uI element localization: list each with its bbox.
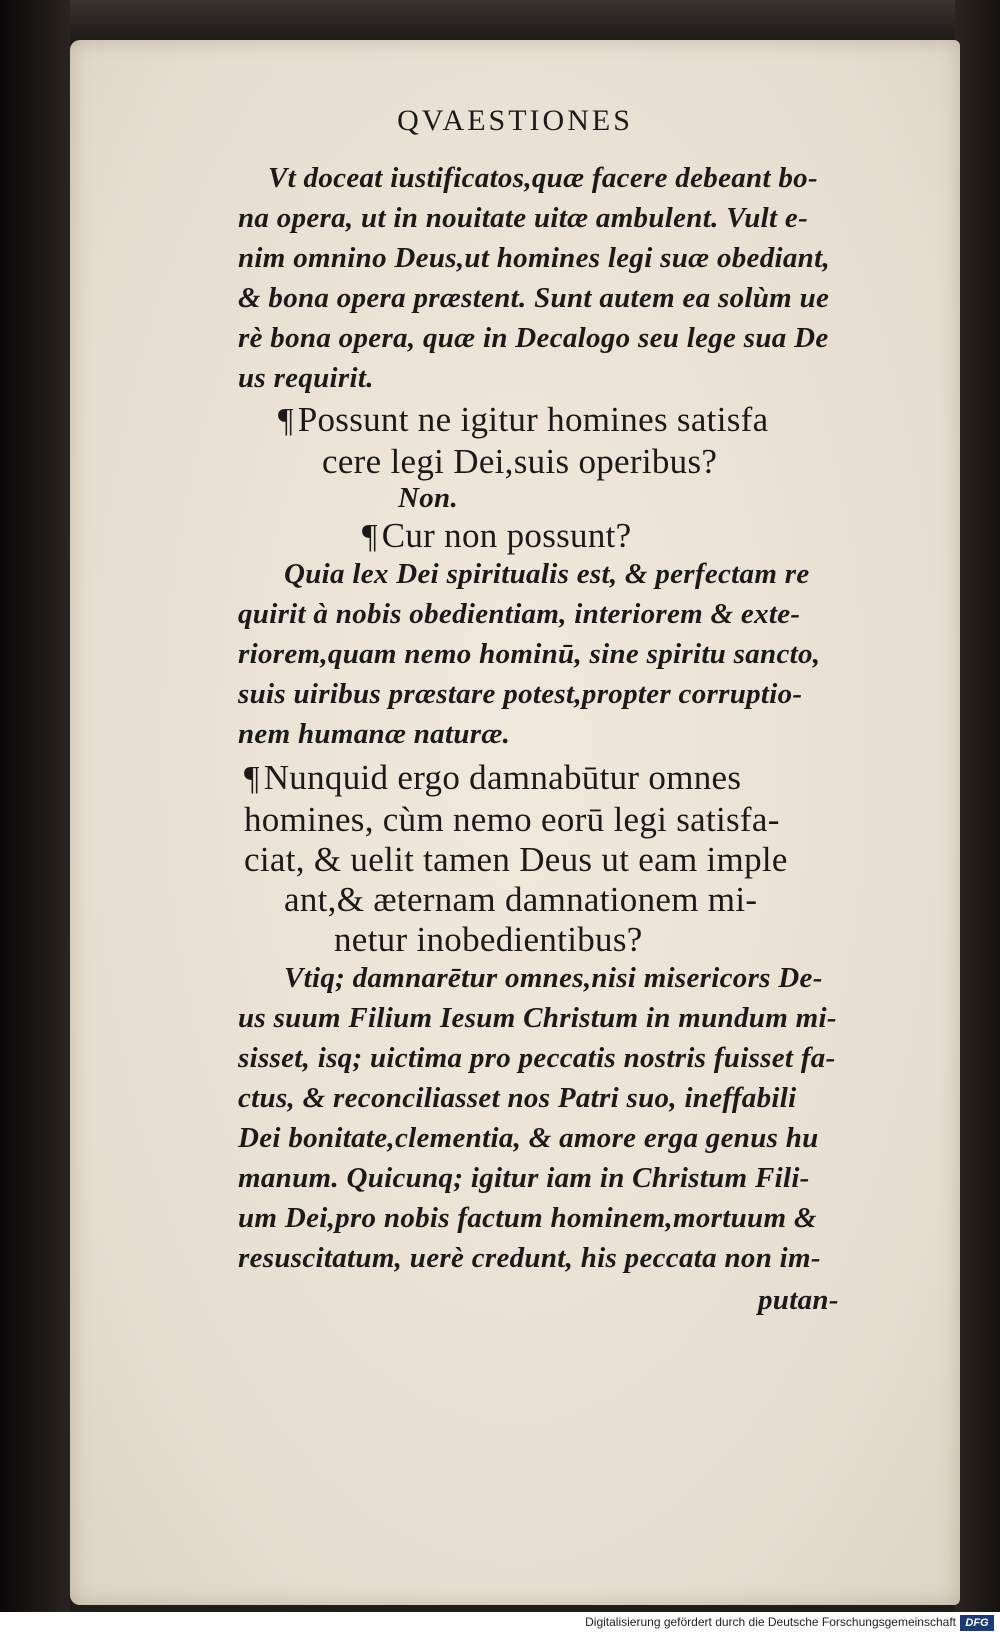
scan-border-top bbox=[0, 0, 1000, 38]
line-text: nim omnino Deus,ut homines legi suæ obediant, bbox=[238, 242, 831, 274]
text-line bbox=[238, 678, 802, 711]
line-text: Cur non possunt? bbox=[381, 516, 632, 555]
line-text: netur inobedientibus? bbox=[334, 920, 643, 959]
text-line bbox=[268, 162, 818, 195]
line-text: & bona opera præstent. Sunt autem ea solùm ue bbox=[238, 282, 830, 314]
line-text: cere legi Dei,suis operibus? bbox=[322, 442, 718, 481]
line-text: homines, cùm nemo eorū legi satisfa- bbox=[244, 800, 780, 839]
line-text: resuscitatum, uerè credunt, his peccata non im- bbox=[238, 1242, 821, 1274]
text-line bbox=[238, 718, 510, 751]
line-text: Non. bbox=[398, 482, 459, 514]
line-text: ciat, & uelit tamen Deus ut eam imple bbox=[244, 840, 788, 879]
footer-bar bbox=[0, 1612, 1000, 1634]
text-line bbox=[284, 558, 810, 591]
text-line bbox=[238, 282, 829, 315]
text-line bbox=[238, 1042, 836, 1075]
text-line bbox=[244, 800, 780, 840]
text-line bbox=[238, 1202, 817, 1235]
text-line bbox=[238, 1162, 810, 1195]
text-line bbox=[322, 442, 717, 482]
pilcrow-mark: ¶ bbox=[244, 760, 260, 797]
line-text: Dei bonitate,clementia, & amore erga genus hu bbox=[238, 1122, 819, 1154]
scan-border-right bbox=[955, 0, 1000, 1634]
text-line bbox=[362, 516, 632, 556]
line-text: us suum Filium Iesum Christum in mundum mi- bbox=[238, 1002, 837, 1034]
line-text: na opera, ut in nouitate uitæ ambulent. Vult e- bbox=[238, 202, 809, 234]
line-text: putan- bbox=[758, 1284, 839, 1316]
line-text: Vt doceat iustificatos,quæ facere debeant bo- bbox=[268, 162, 818, 194]
line-text: Quia lex Dei spiritualis est, & perfectam re bbox=[284, 558, 810, 590]
text-line bbox=[238, 1122, 819, 1155]
line-text: um Dei,pro nobis factum hominem,mortuum & bbox=[238, 1202, 817, 1234]
text-line bbox=[238, 1082, 796, 1115]
line-text: Nunquid ergo damnabūtur omnes bbox=[263, 758, 742, 797]
text-line bbox=[398, 482, 458, 515]
text-line bbox=[758, 1284, 839, 1317]
line-text: nem humanæ naturæ. bbox=[238, 718, 511, 750]
scan-border-left bbox=[0, 0, 70, 1634]
running-head: QVAESTIONES bbox=[397, 104, 633, 137]
line-text: Possunt ne igitur homines satisfa bbox=[297, 400, 769, 439]
text-line bbox=[238, 1242, 821, 1275]
text-line bbox=[334, 920, 643, 960]
text-line bbox=[244, 840, 788, 880]
text-line bbox=[238, 242, 830, 275]
dfg-logo: DFG bbox=[960, 1615, 994, 1631]
funding-credit: Digitalisierung gefördert durch die Deutsche Forschungsgemeinschaft bbox=[585, 1615, 956, 1629]
text-line bbox=[238, 362, 374, 395]
text-line bbox=[238, 638, 820, 671]
text-line bbox=[238, 598, 800, 631]
text-line bbox=[244, 758, 741, 798]
text-line bbox=[238, 1002, 837, 1035]
line-text: quirit à nobis obedientiam, interiorem & exte- bbox=[238, 598, 801, 630]
pilcrow-mark: ¶ bbox=[278, 402, 294, 439]
line-text: rè bona opera, quæ in Decalogo seu lege sua De bbox=[238, 322, 829, 354]
text-line bbox=[238, 202, 808, 235]
line-text: suis uiribus præstare potest,propter corruptio- bbox=[238, 678, 803, 710]
page-text bbox=[70, 40, 960, 1605]
text-line bbox=[284, 880, 757, 920]
text-line bbox=[238, 322, 829, 355]
pilcrow-mark: ¶ bbox=[362, 518, 378, 555]
text-line bbox=[284, 962, 823, 995]
line-text: us requirit. bbox=[238, 362, 374, 394]
book-page bbox=[70, 40, 960, 1605]
line-text: ctus, & reconciliasset nos Patri suo, ineffabili bbox=[238, 1082, 797, 1114]
line-text: ant,& æternam damnationem mi- bbox=[284, 880, 758, 919]
line-text: sisset, isq; uictima pro peccatis nostris fuisset fa- bbox=[238, 1042, 836, 1074]
line-text: riorem,quam nemo hominū, sine spiritu sancto, bbox=[238, 638, 821, 670]
line-text: manum. Quicunq; igitur iam in Christum Fili- bbox=[238, 1162, 810, 1194]
line-text: Vtiq; damnarētur omnes,nisi misericors De- bbox=[284, 962, 823, 994]
text-line bbox=[278, 400, 768, 440]
